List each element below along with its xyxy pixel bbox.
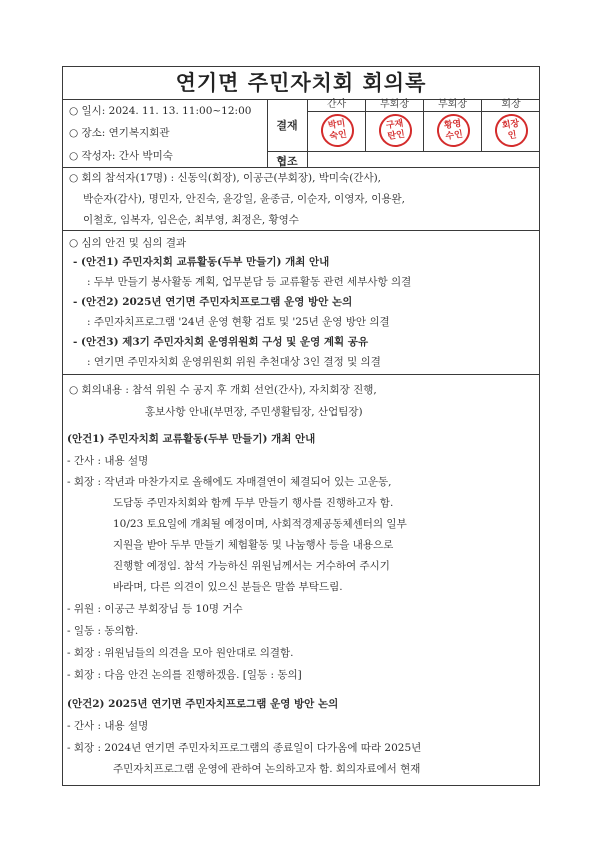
content-intro-line: 홍보사항 안내(부면장, 주민생활팀장, 산업팀장)	[145, 406, 363, 418]
document-title: 연기면 주민자치회 회의록	[63, 67, 539, 100]
agenda2-line: - 간사 : 내용 설명	[67, 720, 149, 732]
agenda2-title: (안건2) 2025년 연기면 주민자치프로그램 운영 방안 논의	[67, 698, 339, 710]
agenda-item-title: - (안건3) 제3기 주민자치회 운영위원회 구성 및 운영 계획 공유	[73, 336, 369, 348]
seal-stamp: 구재 탄인	[377, 112, 414, 149]
agenda1-line: - 위원 : 이공근 부회장님 등 10명 거수	[67, 603, 243, 615]
agenda1-line: - 회장 : 다음 안건 논의를 진행하겠음. [일동 : 동의]	[67, 669, 302, 681]
content-intro-line: ○ 회의내용 : 참석 위원 수 공지 후 개회 선언(간사), 자치회장 진행,	[69, 384, 377, 396]
attendees-line: 이철호, 임복자, 임은순, 최부영, 최정은, 황영수	[83, 214, 299, 226]
cooperation-label: 협조	[276, 155, 298, 168]
agenda1-line: 진행할 예정임. 참석 가능하신 위원님께서는 거수하여 주시기	[113, 560, 390, 572]
signature-role: 간사	[308, 99, 365, 112]
attendees-line: ○ 회의 참석자(17명) : 신동익(회장), 이공근(부회장), 박미숙(간사),	[69, 172, 382, 184]
agenda2-line: 주민자치프로그램 운영에 관하여 논의하고자 함. 회의자료에서 현재	[113, 763, 421, 775]
attendees-section	[63, 167, 539, 231]
signature-cell	[308, 99, 366, 151]
agenda1-line: 도담동 주민자치회와 함께 두부 만들기 행사를 진행하고자 함.	[113, 497, 394, 509]
divider	[307, 152, 308, 168]
signature-cell	[366, 99, 424, 151]
agenda-item-result: : 주민자치프로그램 '24년 운영 현황 검토 및 '25년 운영 방안 의결	[87, 316, 390, 328]
agenda1-line: - 일동 : 동의함.	[67, 625, 139, 637]
agenda1-line: 10/23 토요일에 개최될 예정이며, 사회적경제공동체센터의 일부	[113, 518, 407, 530]
agenda-item-title: - (안건2) 2025년 연기면 주민자치프로그램 운영 방안 논의	[73, 296, 353, 308]
agenda1-line: 바라며, 다른 의견이 있으신 분들은 말씀 부탁드림.	[113, 581, 343, 593]
seal-stamp: 박미 숙인	[319, 112, 356, 149]
agenda1-line: - 회장 : 작년과 마찬가지로 올해에도 자매결연이 체결되어 있는 고운동,	[67, 476, 392, 488]
content-section	[63, 375, 539, 785]
meeting-info	[63, 99, 539, 168]
approval-label: 결재	[276, 119, 298, 132]
signature-role: 부회장	[366, 99, 423, 112]
meeting-date: ○ 일시: 2024. 11. 13. 11:00~12:00	[69, 105, 252, 117]
signature-role: 부회장	[424, 99, 481, 112]
minutes-document	[62, 66, 540, 786]
signature-table	[307, 99, 540, 151]
signature-cell	[482, 99, 540, 151]
signature-role: 회장	[482, 99, 540, 112]
agenda1-line: 지원을 받아 두부 만들기 체험활동 및 나눔행사 등을 내용으로	[113, 539, 394, 551]
agenda2-line: - 회장 : 2024년 연기면 주민자치프로그램의 종료일이 다가옴에 따라 2025년	[67, 742, 422, 754]
agenda1-line: - 간사 : 내용 설명	[67, 455, 149, 467]
agenda1-line: - 회장 : 위원님들의 의견을 모아 원안대로 의결함.	[67, 647, 294, 659]
agenda-item-result: : 연기면 주민자치회 운영위원회 위원 추천대상 3인 결정 및 의결	[87, 356, 381, 368]
attendees-line: 박순자(감사), 명민자, 안진숙, 윤강일, 윤종금, 이순자, 이영자, 이용완,	[83, 193, 405, 205]
seal-stamp: 회장 인	[493, 112, 530, 149]
cooperation-row	[267, 151, 539, 168]
meeting-place: ○ 장소: 연기복지회관	[69, 127, 170, 139]
agenda-section	[63, 231, 539, 375]
agenda-item-result: : 두부 만들기 봉사활동 계획, 업무분담 등 교류활동 관련 세부사항 의결	[87, 276, 412, 288]
agenda-item-title: - (안건1) 주민자치회 교류활동(두부 만들기) 개최 안내	[73, 256, 330, 268]
agenda1-title: (안건1) 주민자치회 교류활동(두부 만들기) 개최 안내	[67, 433, 316, 445]
meeting-info-left	[63, 99, 268, 167]
agenda-heading: ○ 심의 안건 및 심의 결과	[69, 237, 187, 249]
meeting-writer: ○ 작성자: 간사 박미숙	[69, 150, 173, 162]
seal-stamp: 황영 수인	[435, 112, 472, 149]
signature-cell	[424, 99, 482, 151]
